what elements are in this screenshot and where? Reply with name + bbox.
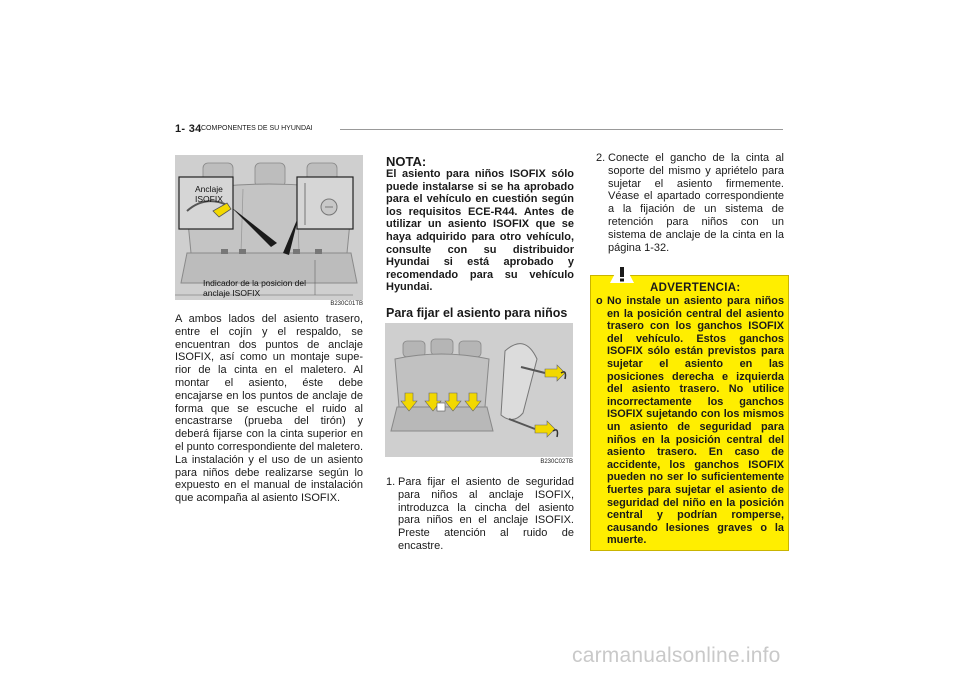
step-number: 2. xyxy=(596,152,606,164)
warning-title: ADVERTENCIA: xyxy=(650,282,741,294)
step-text: Conecte el gancho de la cinta al soporte del mismo y apriételo para sujetar el asiento firmemente. Véase el apartado correspondiente a la fijación de un sistema de retención para niños con un sistema de anclaje de la cinta en la página 1-32. xyxy=(608,152,784,254)
page-number: 1- 34 xyxy=(175,123,202,135)
indicator-label-line2: anclaje ISOFIX xyxy=(203,288,261,298)
section-heading: Para fijar el asiento para niños xyxy=(386,306,568,320)
step-item xyxy=(596,152,784,254)
step-number: 1. xyxy=(386,476,396,488)
warning-bullet: o xyxy=(596,295,603,307)
note-body: El asiento para niños ISOFIX sólo puede instalarse si se ha aprobado para el vehículo en cuestión según los requisitos ECE-R44. Antes de utilizar un asiento ISOFIX que se haya adquirido para otro vehículo, consulte con su distribuidor Hyundai si está aprobado y recomendado para su vehículo Hyundai. xyxy=(386,168,574,294)
header-rule xyxy=(340,129,783,130)
anchor-label: Anclaje ISOFIX xyxy=(195,184,223,204)
isofix-anchor-illustration xyxy=(175,155,363,300)
warning-item xyxy=(596,295,784,547)
figure-code: B230C02TB xyxy=(540,459,573,465)
section-title: COMPONENTES DE SU HYUNDAI xyxy=(201,125,313,132)
step-text: Para fijar el asiento de seguridad para niños al anclaje ISOFIX, introduzca la cincha del asiento para niños en el anclaje ISOFIX. Preste atención al ruido de encastre. xyxy=(398,476,574,552)
step-item xyxy=(386,476,574,553)
warning-text: No instale un asiento para niños en la posición central del asiento trasero con los ganchos ISOFIX del vehículo. Estos ganchos ISOFIX sólo están previstos para sujetar el asiento en las posiciones derecha e izquierda del asiento trasero. No utilice incorrectamente los ganchos ISOFIX sujetando con los mismos un asiento de seguridad para niños en la posición central del asiento trasero. En caso de accidente, los ganchos ISOFIX pueden no ser lo suficientemente fuertes para sujetar el asiento de seguridad del niño en la posición central y podrían romperse, causando lesiones graves o la muerte. xyxy=(607,295,784,547)
exclamation-triangle-icon xyxy=(609,259,635,285)
body-paragraph: A ambos lados del asiento trasero, entre el cojín y el respaldo, se encuentran dos puntos de anclaje ISOFIX, así como un montaje supe- rior de la cinta en el maletero. Al montar el asiento, éste debe encajarse en los puntos de anclaje de forma que se escuche el ruido al encastrarse (prueba del tirón) y deberá fijarse con la cinta superior en el punto correspondiente del maletero. La instalación y el uso de un asiento para niños debe realizarse según lo expuesto en el manual de instalación que acompaña al asiento ISOFIX. xyxy=(175,313,363,505)
figure-code: B230C01TB xyxy=(330,301,363,307)
note-title: NOTA: xyxy=(386,154,427,169)
indicator-label-line1: Indicador de la posicion del xyxy=(203,278,307,288)
isofix-attachment-drawing xyxy=(385,323,573,457)
child-seat-installation-illustration xyxy=(385,323,573,457)
watermark: carmanualsonline.info xyxy=(572,644,781,667)
